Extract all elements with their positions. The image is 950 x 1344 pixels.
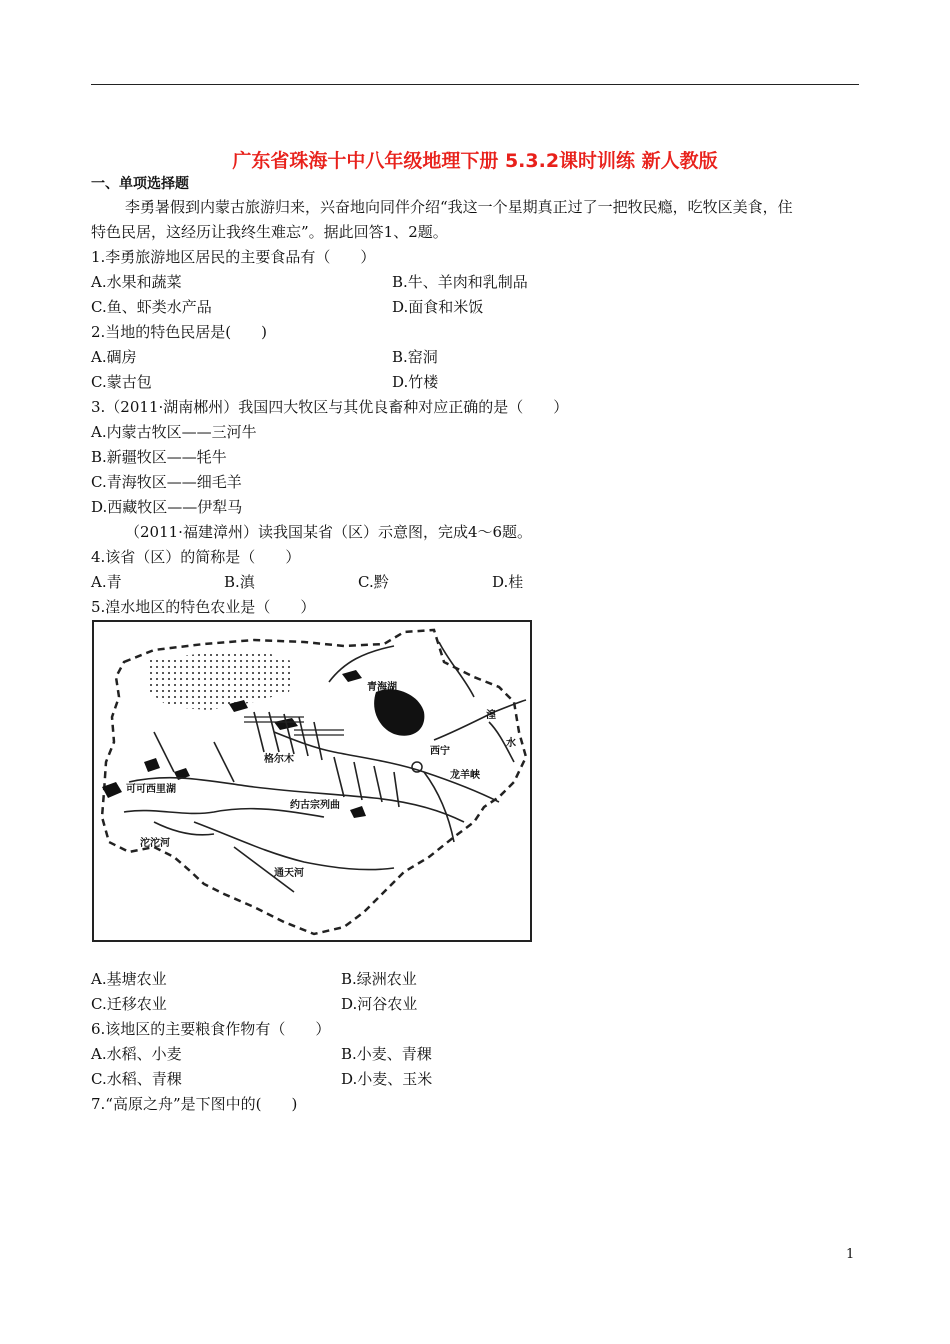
q4-option-c: C.黔 [358, 573, 389, 591]
q4-option-a: A.青 [91, 573, 122, 591]
question-7: 7.“高原之舟”是下图中的( ) [91, 1095, 298, 1113]
label-xining: 西宁 [430, 746, 450, 757]
q5-option-d: D.河谷农业 [341, 995, 418, 1013]
q6-option-c: C.水稻、青稞 [91, 1070, 182, 1088]
intro-line-1: 李勇暑假到内蒙古旅游归来，兴奋地向同伴介绍“我这一个星期真正过了一把牧民瘾，吃牧区美食，住 [125, 198, 793, 216]
intro-line-2: 特色民居，这经历让我终生难忘”。据此回答1、2题。 [91, 223, 448, 241]
q4-6-intro: （2011·福建漳州）读我国某省（区）示意图，完成4～6题。 [125, 523, 533, 541]
q6-option-a: A.水稻、小麦 [91, 1045, 182, 1063]
map-drawing [94, 622, 530, 940]
label-longyangxia: 龙羊峡 [450, 770, 480, 781]
q1-option-a: A.水果和蔬菜 [91, 273, 182, 291]
q2-option-b: B.窑洞 [392, 348, 438, 366]
lake-shape [342, 670, 362, 682]
q2-option-d: D.竹楼 [392, 373, 439, 391]
label-huang: 湟 [486, 710, 496, 721]
q6-option-b: B.小麦、青稞 [341, 1045, 432, 1063]
q3-option-b: B.新疆牧区——牦牛 [91, 448, 227, 466]
q6-option-d: D.小麦、玉米 [341, 1070, 433, 1088]
q1-option-b: B.牛、羊肉和乳制品 [392, 273, 528, 291]
question-5: 5.湟水地区的特色农业是（ ） [91, 598, 316, 616]
q1-option-d: D.面食和米饭 [392, 298, 484, 316]
label-shui: 水 [506, 738, 516, 749]
label-kekexili: 可可西里湖 [126, 784, 176, 795]
question-3: 3.（2011·湖南郴州）我国四大牧区与其优良畜种对应正确的是（ ） [91, 398, 569, 416]
q1-option-c: C.鱼、虾类水产品 [91, 298, 212, 316]
document-title: 广东省珠海十中八年级地理下册 5.3.2课时训练 新人教版 [232, 150, 718, 172]
lake-shape [144, 758, 160, 772]
q2-option-c: C.蒙古包 [91, 373, 152, 391]
q4-option-d: D.桂 [492, 573, 524, 591]
question-1: 1.李勇旅游地区居民的主要食品有（ ） [91, 248, 376, 266]
question-6: 6.该地区的主要粮食作物有（ ） [91, 1020, 331, 1038]
label-qinghaihu: 青海湖 [367, 682, 397, 693]
q2-option-a: A.碉房 [91, 348, 137, 366]
label-tuotuo: 沱沱河 [140, 838, 170, 849]
q3-option-a: A.内蒙古牧区——三河牛 [91, 423, 257, 441]
province-map [92, 620, 532, 942]
desert-area [149, 650, 294, 710]
label-yuegu: 约古宗列曲 [290, 800, 340, 811]
label-geermu: 格尔木 [264, 754, 294, 765]
label-tongtian: 通天河 [274, 868, 304, 879]
q3-option-d: D.西藏牧区——伊犁马 [91, 498, 243, 516]
q5-option-c: C.迁移农业 [91, 995, 167, 1013]
q5-option-b: B.绿洲农业 [341, 970, 417, 988]
qinghai-lake [374, 689, 424, 736]
header-rule [91, 84, 859, 85]
lake-shape [350, 806, 366, 818]
question-2: 2.当地的特色民居是( ) [91, 323, 268, 341]
section-heading: 一、单项选择题 [91, 176, 189, 192]
page-number: 1 [846, 1247, 855, 1262]
q4-option-b: B.滇 [224, 573, 255, 591]
q3-option-c: C.青海牧区——细毛羊 [91, 473, 242, 491]
q5-option-a: A.基塘农业 [91, 970, 167, 988]
question-4: 4.该省（区）的简称是（ ） [91, 548, 301, 566]
